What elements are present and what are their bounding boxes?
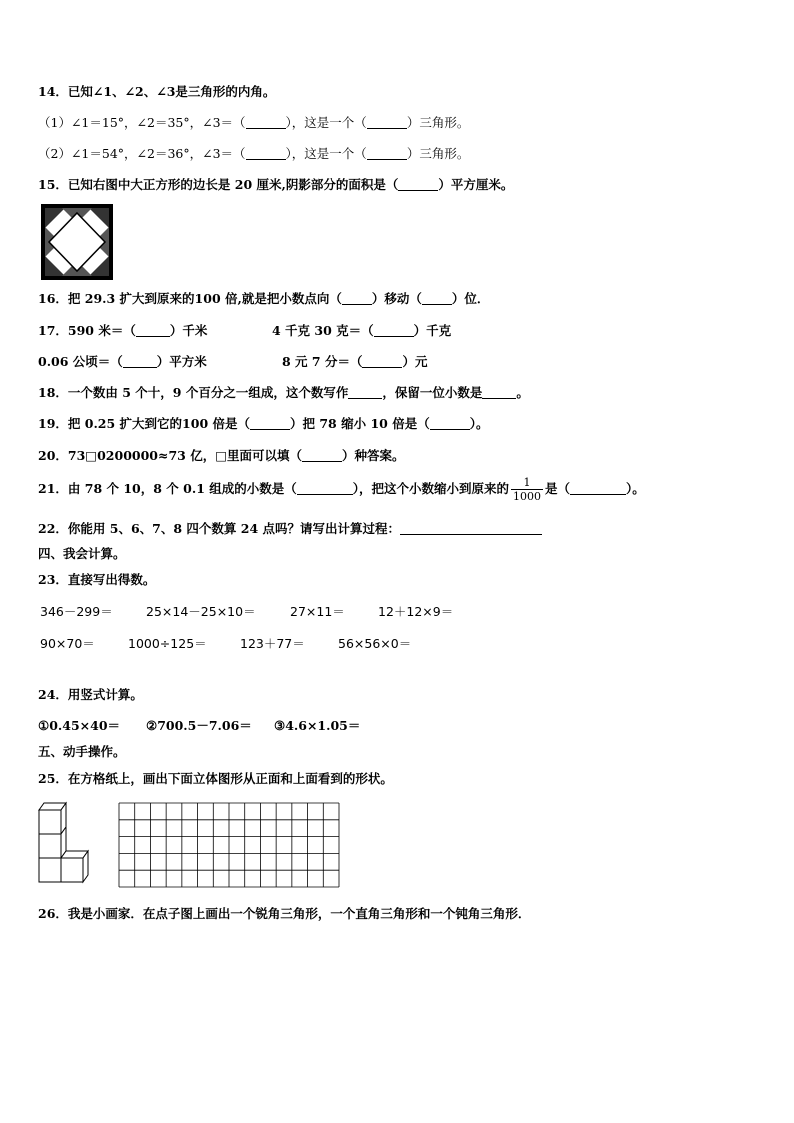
q24-item-1: ①0.45×40＝ [38,718,121,733]
q23-item: 12＋12×9＝ [378,604,454,619]
q23-item: 90×70＝ [40,636,95,651]
q19-blank-b[interactable] [430,417,470,430]
q24-item-2: ②700.5－7.06＝ [146,718,252,733]
cube-stack-figure [36,800,94,892]
q19-blank-a[interactable] [250,417,290,430]
q15-question: 15．已知右图中大正方形的边长是 20 厘米,阴影部分的面积是（ ）平方厘米。 [38,177,514,192]
q20-blank[interactable] [302,449,342,462]
q22-answer-line[interactable] [400,522,542,535]
q17-blank-b[interactable] [374,324,414,337]
q23-item: 27×11＝ [290,604,345,619]
q15-blank[interactable] [398,178,438,191]
q14-stem: 14．已知∠1、∠2、∠3是三角形的内角。 [38,84,276,99]
q17-blank-c[interactable] [123,355,157,368]
q17-b: 4 千克 30 克＝（ ）千克 [272,323,452,338]
q16-blank-places[interactable] [422,292,452,305]
q24-item-3: ③4.6×1.05＝ [274,718,361,733]
q16-question: 16．把 29.3 扩大到原来的100 倍,就是把小数点向（ ）移动（ ）位． [38,291,490,306]
q17-blank-a[interactable] [136,324,170,337]
q23-item: 346－299＝ [40,604,113,619]
q26-stem: 26．我是小画家．在点子图上画出一个锐角三角形，一个直角三角形和一个钝角三角形． [38,906,531,921]
q14-p1-blank-angle[interactable] [246,116,286,129]
section-4-heading: 四、我会计算。 [38,546,126,561]
q23-item: 56×56×0＝ [338,636,412,651]
q17-c: 0.06 公顷＝（ ）平方米 [38,354,207,369]
q18-blank-number[interactable] [348,386,382,399]
q19-question: 19．把 0.25 扩大到它的100 倍是（ ）把 78 缩小 10 倍是（ ）。 [38,416,489,431]
q18-question: 18．一个数由 5 个十，9 个百分之一组成，这个数写作 ，保留一位小数是 。 [38,385,529,400]
q18-blank-rounded[interactable] [482,386,516,399]
square-figure [40,203,114,281]
q23-stem: 23．直接写出得数。 [38,572,156,587]
q21-question: 21．由 78 个 10，8 个 0.1 组成的小数是（ ），把这个小数缩小到原来的 $\frac{1}{1000}$ 是（ ）。 [38,476,645,503]
q21-blank-a[interactable] [297,482,353,495]
q23-item: 1000÷125＝ [128,636,207,651]
q23-item: 25×14－25×10＝ [146,604,256,619]
q14-part2: （2）∠1＝54°，∠2＝36°，∠3＝（ ），这是一个（ ）三角形。 [38,146,470,161]
q22-question: 22．你能用 5、6、7、8 四个数算 24 点吗？请写出计算过程： [38,520,542,538]
q25-stem: 25．在方格纸上，画出下面立体图形从正面和上面看到的形状。 [38,771,393,786]
q21-blank-b[interactable] [570,482,626,495]
q24-stem: 24．用竖式计算。 [38,687,143,702]
q17-blank-d[interactable] [362,355,402,368]
q16-blank-direction[interactable] [342,292,372,305]
q14-p1-blank-type[interactable] [367,116,407,129]
q14-p2-blank-type[interactable] [367,147,407,160]
q23-item: 123＋77＝ [240,636,305,651]
section-5-heading: 五、动手操作。 [38,744,126,759]
fraction-one-thousandth: $\frac{1}{1000}$ [513,476,542,503]
q14-p2-blank-angle[interactable] [246,147,286,160]
q20-question: 20．73□0200000≈73 亿，□里面可以填（ ）种答案。 [38,448,405,463]
q17-d: 8 元 7 分＝（ ）元 [282,354,428,369]
q17-a: 17．590 米＝（ ）千米 [38,323,208,338]
q14-part1: （1）∠1＝15°，∠2＝35°，∠3＝（ ），这是一个（ ）三角形。 [38,115,470,130]
grid-paper[interactable] [118,802,340,888]
